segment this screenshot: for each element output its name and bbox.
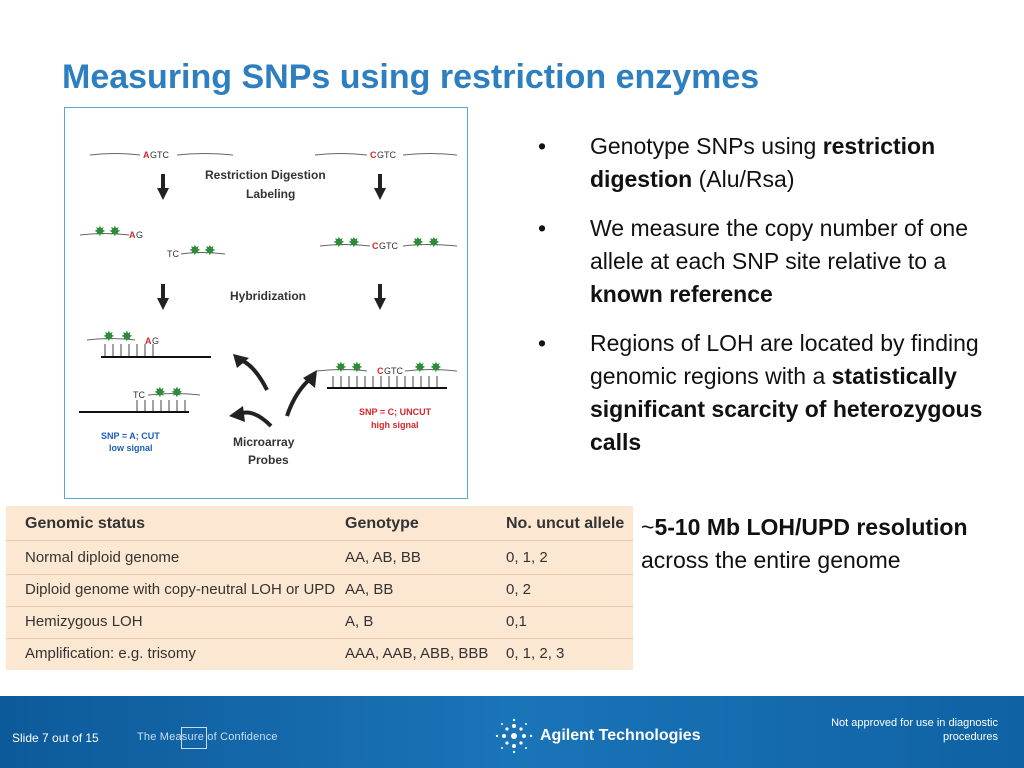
bullet-item: • Regions of LOH are located by finding genomic regions with a statistically significant scarcity of heterozygous calls bbox=[538, 327, 1018, 459]
dye-icon: ✸ bbox=[335, 359, 347, 375]
bullet-list bbox=[538, 130, 1018, 475]
table-row: Amplification: e.g. trisomy AAA, AAB, ABB, BBB 0, 1, 2, 3 bbox=[25, 645, 565, 662]
fragment-ag bbox=[80, 223, 143, 240]
bullet-icon: • bbox=[538, 215, 547, 241]
snp-c-signal: high signal bbox=[371, 420, 419, 430]
header-genomic-status: Genomic status bbox=[25, 515, 146, 532]
strand-agtc bbox=[90, 150, 233, 160]
dye-icon: ✸ bbox=[204, 242, 216, 258]
svg-text:GTC: GTC bbox=[150, 150, 169, 160]
dye-icon: ✸ bbox=[154, 384, 166, 400]
footer-bar bbox=[0, 696, 1024, 768]
dye-icon: ✸ bbox=[103, 328, 115, 344]
dye-icon: ✸ bbox=[351, 359, 363, 375]
table-divider bbox=[6, 574, 633, 575]
table-divider bbox=[6, 638, 633, 639]
svg-text:G: G bbox=[152, 336, 160, 346]
dye-icon: ✸ bbox=[189, 242, 201, 258]
hybridization-label: Hybridization bbox=[230, 289, 307, 303]
slide-counter: Slide 7 out of 15 bbox=[12, 731, 99, 745]
brand-name: Agilent Technologies bbox=[540, 727, 701, 744]
page-title: Measuring SNPs using restriction enzymes bbox=[62, 58, 760, 96]
dye-icon: ✸ bbox=[94, 223, 106, 239]
svg-text:A: A bbox=[145, 336, 152, 346]
down-arrow-icon bbox=[374, 174, 386, 200]
table-row: Diploid genome with copy-neutral LOH or UPD AA, BB 0, 2 bbox=[25, 581, 532, 598]
probes-label: Probes bbox=[248, 453, 289, 467]
svg-text:TC: TC bbox=[133, 390, 145, 400]
restriction-diagram bbox=[64, 107, 468, 499]
dye-icon: ✸ bbox=[348, 234, 360, 250]
svg-text:C: C bbox=[372, 241, 379, 251]
snp-c-label: SNP = C; UNCUT bbox=[359, 407, 432, 417]
svg-text:A: A bbox=[143, 150, 150, 160]
dye-icon: ✸ bbox=[430, 359, 442, 375]
dye-icon: ✸ bbox=[333, 234, 345, 250]
disclaimer: Not approved for use in diagnostic procedures bbox=[831, 717, 998, 743]
tagline: The Measure of Confidence bbox=[137, 731, 278, 743]
svg-text:G: G bbox=[136, 230, 144, 240]
bullet-icon: • bbox=[538, 133, 547, 159]
genotype-table bbox=[6, 506, 633, 670]
svg-text:TC: TC bbox=[167, 249, 179, 259]
table-row: Normal diploid genome AA, AB, BB 0, 1, 2 bbox=[25, 549, 548, 566]
table-divider bbox=[6, 606, 633, 607]
dye-icon: ✸ bbox=[412, 234, 424, 250]
curved-arrow-icon bbox=[233, 354, 267, 390]
table-divider bbox=[6, 540, 633, 541]
probe-tc bbox=[79, 384, 200, 412]
strand-cgtc bbox=[315, 150, 457, 160]
curved-arrow-icon bbox=[287, 370, 317, 416]
down-arrow-icon bbox=[157, 174, 169, 200]
dye-icon: ✸ bbox=[428, 234, 440, 250]
svg-text:C: C bbox=[370, 150, 377, 160]
svg-text:A: A bbox=[129, 230, 136, 240]
probe-ag bbox=[87, 328, 211, 357]
microarray-label: Microarray bbox=[233, 435, 295, 449]
curved-arrow-icon bbox=[229, 406, 271, 426]
bullet-item: • We measure the copy number of one allele at each SNP site relative to a known reference bbox=[538, 212, 1018, 311]
probe-cgtc bbox=[317, 359, 457, 388]
header-genotype: Genotype bbox=[345, 515, 419, 532]
svg-text:GTC: GTC bbox=[379, 241, 398, 251]
resolution-note: ~5-10 Mb LOH/UPD resolution across the entire genome bbox=[641, 514, 968, 573]
fragment-tc bbox=[167, 242, 225, 259]
table-header bbox=[6, 508, 633, 540]
agilent-spark-icon bbox=[494, 718, 534, 754]
svg-text:GTC: GTC bbox=[384, 366, 403, 376]
dye-icon: ✸ bbox=[171, 384, 183, 400]
dye-icon: ✸ bbox=[414, 359, 426, 375]
bullet-icon: • bbox=[538, 330, 547, 356]
snp-a-signal: low signal bbox=[109, 443, 153, 453]
bullet-item: • Genotype SNPs using restriction digestion (Alu/Rsa) bbox=[538, 130, 1018, 196]
svg-text:C: C bbox=[377, 366, 384, 376]
snp-a-label: SNP = A; CUT bbox=[101, 431, 160, 441]
fragment-cgtc bbox=[320, 234, 457, 251]
dye-icon: ✸ bbox=[109, 223, 121, 239]
header-uncut-allele: No. uncut allele bbox=[506, 515, 625, 532]
svg-text:GTC: GTC bbox=[377, 150, 396, 160]
digestion-label: Restriction Digestion bbox=[205, 168, 326, 182]
down-arrow-icon bbox=[374, 284, 386, 310]
labeling-label: Labeling bbox=[246, 187, 296, 201]
dye-icon: ✸ bbox=[121, 328, 133, 344]
down-arrow-icon bbox=[157, 284, 169, 310]
table-row: Hemizygous LOH A, B 0,1 bbox=[25, 613, 527, 630]
